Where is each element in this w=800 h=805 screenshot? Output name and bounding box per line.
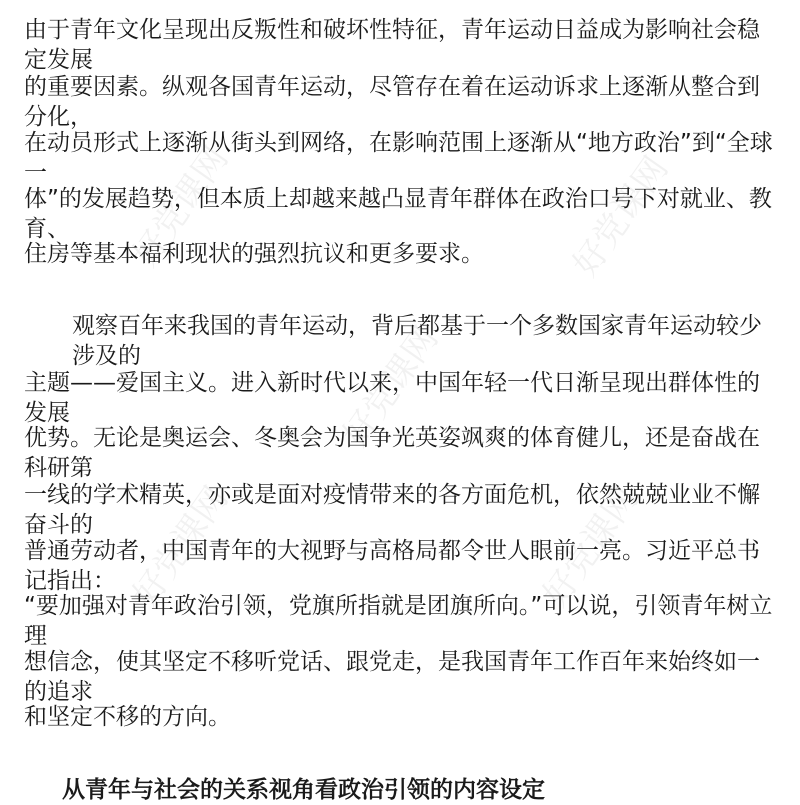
text-line: 一线的学术精英，亦或是面对疫情带来的各方面危机，依然兢兢业业不懈奋斗的 <box>24 482 760 538</box>
text-line: 主题——爱国主义。进入新时代以来，中国年轻一代日渐呈现出群体性的发展 <box>24 370 760 426</box>
text-line: 体”的发展趋势，但本质上却越来越凸显青年群体在政治口号下对就业、教育、 <box>24 186 772 242</box>
watermark-text: 好党课网 <box>335 319 447 454</box>
text-line: 和坚定不移的方向。 <box>24 704 231 730</box>
watermark-text: 好党课网 <box>125 479 237 614</box>
text-line: 想信念，使其坚定不移听党话、跟党走，是我国青年工作百年来始终如一的追求 <box>24 649 760 705</box>
section-heading: 从青年与社会的关系视角看政治引领的内容设定 <box>62 777 545 803</box>
text-line: 住房等基本福利现状的强烈抗议和更多要求。 <box>24 241 484 267</box>
text-line: “要加强对青年政治引领，党旗所指就是团旗所向。”可以说，引领青年树立理 <box>24 593 773 649</box>
text-line: 观察百年来我国的青年运动，背后都基于一个多数国家青年运动较少涉及的 <box>72 313 762 369</box>
watermark-text: 好党课网 <box>535 479 647 614</box>
watermark-text: 好党课网 <box>565 149 677 284</box>
text-line: 的重要因素。纵观各国青年运动，尽管存在着在运动诉求上逐渐从整合到分化， <box>24 74 760 130</box>
text-line: 在动员形式上逐渐从街头到网络，在影响范围上逐渐从“地方政治”到“全球一 <box>24 130 773 186</box>
text-line: 由于青年文化呈现出反叛性和破坏性特征，青年运动日益成为影响社会稳定发展 <box>24 17 760 73</box>
text-line: 普通劳动者，中国青年的大视野与高格局都令世人眼前一亮。习近平总书记指出： <box>24 538 760 594</box>
watermark-text: 好党课网 <box>125 139 237 274</box>
text-line: 优势。无论是奥运会、冬奥会为国争光英姿飒爽的体育健儿，还是奋战在科研第 <box>24 425 760 481</box>
